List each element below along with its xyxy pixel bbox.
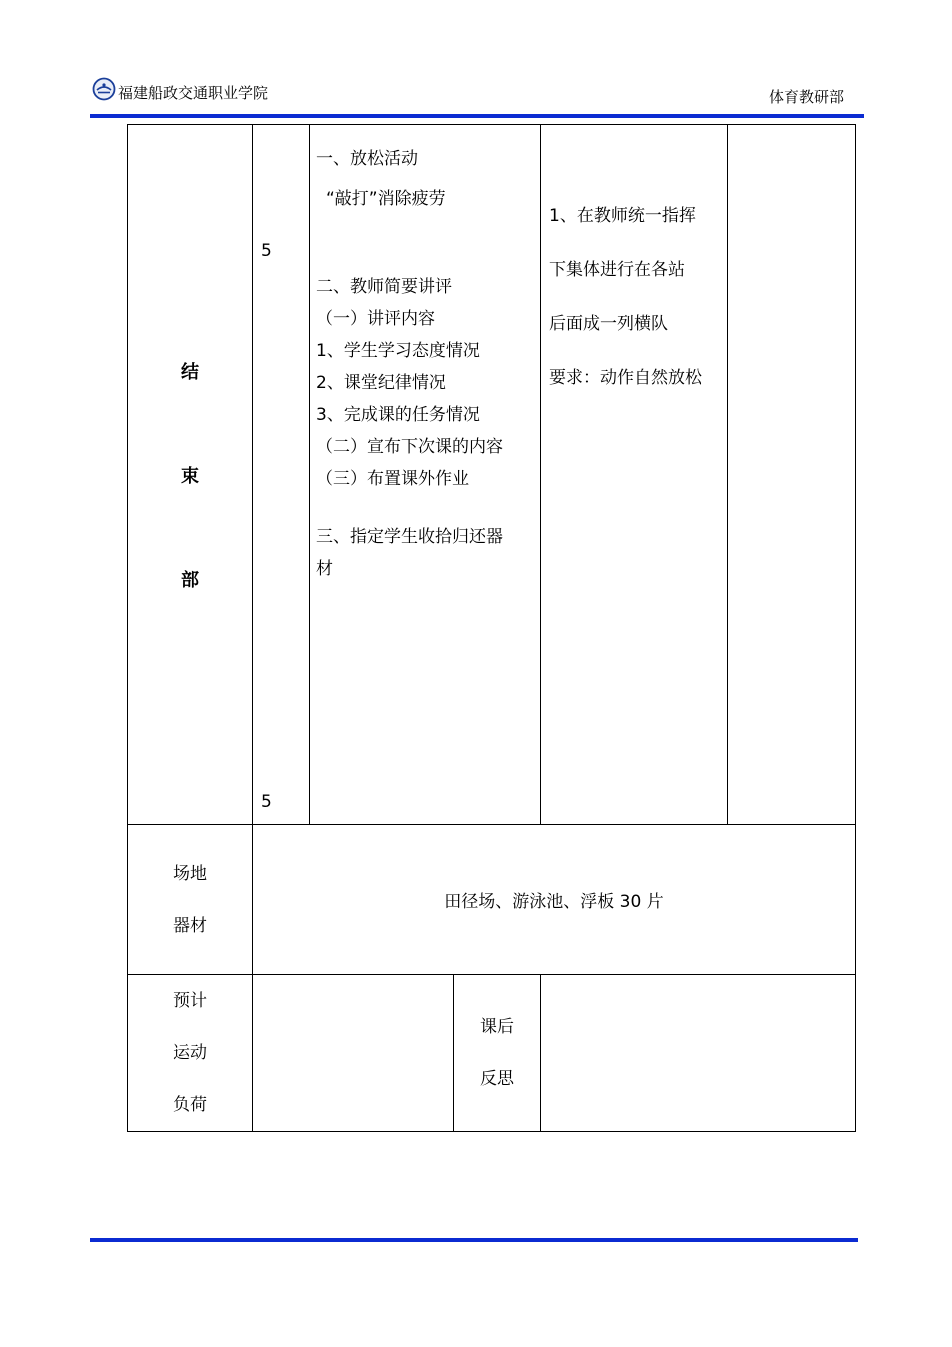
- content-lines: [310, 125, 540, 585]
- content-line: （一）讲评内容: [316, 309, 435, 329]
- header-rule: [90, 114, 864, 118]
- organization-line: 要求：动作自然放松: [549, 368, 702, 388]
- content-line: [316, 215, 538, 271]
- school-emblem-icon: [92, 77, 116, 101]
- content-line: [316, 495, 538, 521]
- reflection-label: 课后 反思: [480, 1017, 514, 1089]
- load-reflection-row: [128, 975, 856, 1132]
- lesson-plan-table: [127, 124, 856, 1132]
- organization-line: 1、在教师统一指挥: [549, 206, 696, 226]
- closing-section-row: [128, 125, 856, 825]
- content-line: 1、学生学习态度情况: [316, 341, 480, 361]
- content-line: 一、放松活动: [316, 149, 418, 169]
- department-name: 体育教研部: [768, 88, 844, 106]
- venue-equipment-value: 田径场、游泳池、浮板 30 片: [253, 825, 856, 975]
- venue-label-cell: [128, 825, 253, 975]
- reflection-label-cell: [454, 975, 541, 1132]
- footer-rule: [90, 1238, 858, 1242]
- organization-line: 下集体进行在各站: [549, 260, 685, 280]
- section-label-closing: 结 束 部: [128, 125, 253, 825]
- organization-cell: [541, 125, 728, 825]
- organization-lines: [541, 125, 727, 405]
- organization-line: 后面成一列横队: [549, 314, 668, 334]
- content-line: 3、完成课的任务情况: [316, 405, 480, 425]
- content-line: “敲打”消除疲劳: [326, 189, 446, 209]
- load-value-cell: [253, 975, 454, 1132]
- content-line: 三、指定学生收拾归还器: [316, 527, 503, 547]
- content-line: 2、课堂纪律情况: [316, 373, 446, 393]
- venue-row: [128, 825, 856, 975]
- venue-label: 场地 器材: [173, 863, 207, 936]
- content-line: （三）布置课外作业: [316, 469, 469, 489]
- load-label-cell: [128, 975, 253, 1132]
- content-line: 材: [316, 559, 333, 579]
- time-value: 5: [261, 792, 272, 812]
- content-line: 二、教师简要讲评: [316, 277, 452, 297]
- content-line: （二）宣布下次课的内容: [316, 437, 503, 457]
- notes-cell: [728, 125, 856, 825]
- school-name: 福建船政交通职业学院: [118, 84, 269, 102]
- time-cell: [253, 125, 310, 825]
- page-header-left: [92, 74, 268, 103]
- time-value: 5: [261, 241, 272, 261]
- reflection-value-cell: [541, 975, 856, 1132]
- load-label: 预计 运动 负荷: [173, 991, 207, 1115]
- content-cell: [310, 125, 541, 825]
